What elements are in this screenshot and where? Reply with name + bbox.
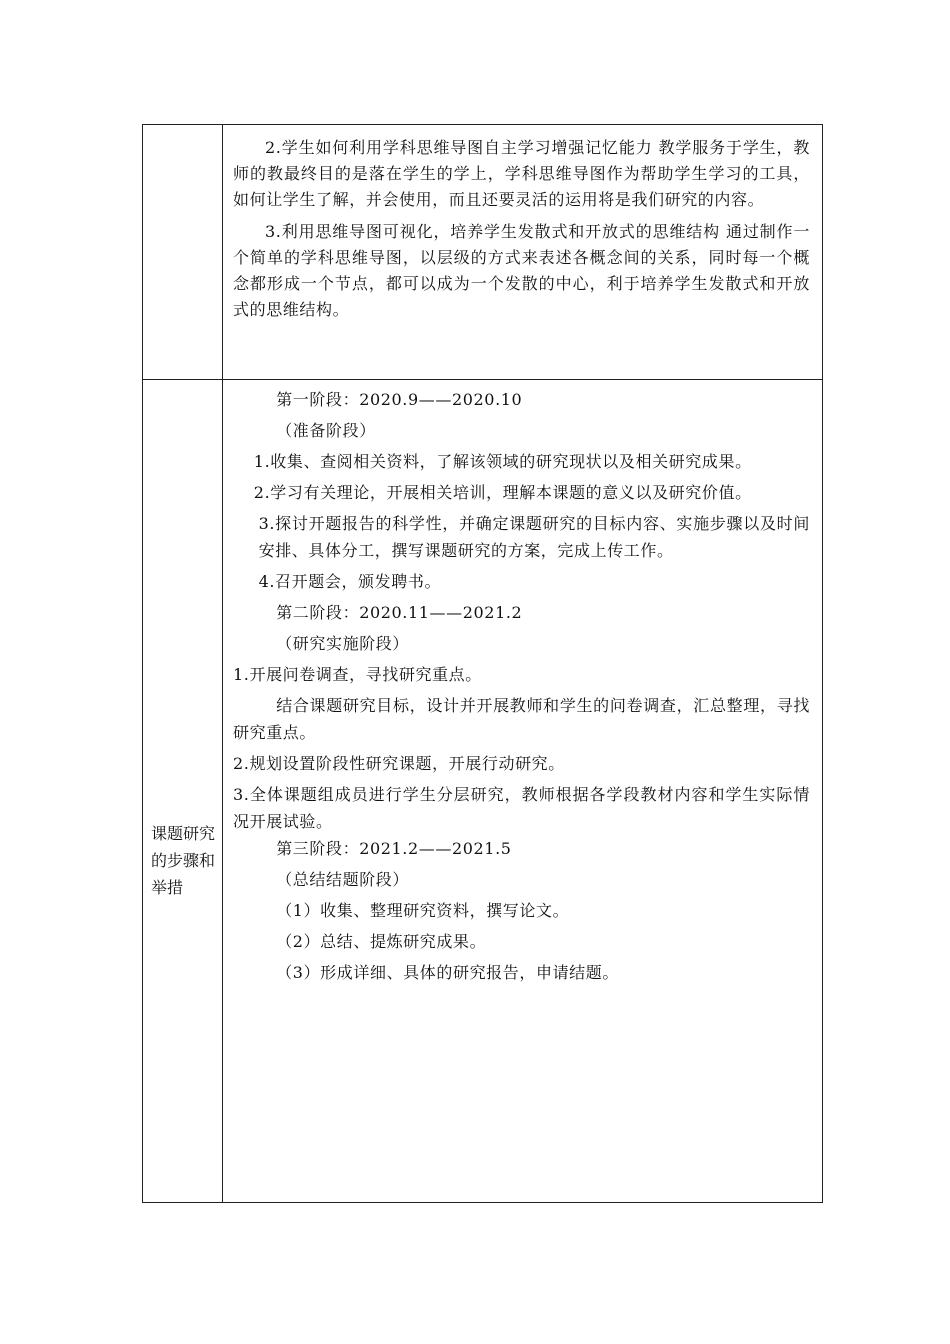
content-paragraph: 3.利用思维导图可视化，培养学生发散式和开放式的思维结构 通过制作一个简单的学科思维导图，以层级的方式来表述各概念间的关系，同时每一个概念都形成一个节点，都可以成为一个发散的中心，利于培养学生发散式和开放式的思维结构。	[233, 222, 810, 319]
stage1-item: 3.探讨开题报告的科学性，并确定课题研究的目标内容、实施步骤以及时间安排、具体分工，撰写课题研究的方案，完成上传工作。	[258, 514, 810, 560]
table-row-research-content	[143, 125, 822, 380]
row-label-cell	[143, 380, 223, 1202]
stage2-subtitle: （研究实施阶段）	[276, 634, 409, 653]
stage3-item: （2）总结、提炼研究成果。	[276, 932, 487, 951]
table-row-research-steps	[143, 380, 822, 1202]
stage1-item: 2.学习有关理论，开展相关培训，理解本课题的意义以及研究价值。	[253, 483, 752, 502]
stage2-item: 3.全体课题组成员进行学生分层研究，教师根据各学段教材内容和学生实际情况开展试验。	[233, 785, 810, 831]
stage3-subtitle: （总结结题阶段）	[276, 870, 409, 889]
stage2-item: 2.规划设置阶段性研究课题，开展行动研究。	[233, 754, 565, 773]
stage1-title: 第一阶段：2020.9——2020.10	[276, 390, 523, 409]
content-paragraph: 2.学生如何利用学科思维导图自主学习增强记忆能力 教学服务于学生，教师的教最终目的是落在学生的学上，学科思维导图作为帮助学生学习的工具，如何让学生了解，并会使用，而且还要灵活的运用将是我们研究的内容。	[233, 138, 810, 209]
stage1-subtitle: （准备阶段）	[276, 421, 376, 440]
row-label-cell	[143, 125, 223, 379]
row-label-steps: 课题研究的步骤和举措	[151, 824, 216, 897]
stage2-item-detail: 结合课题研究目标，设计并开展教师和学生的问卷调查，汇总整理，寻找研究重点。	[233, 696, 810, 742]
plan-table	[142, 124, 823, 1203]
stage2-item: 1.开展问卷调查，寻找研究重点。	[233, 665, 482, 684]
stage3-title: 第三阶段：2021.2——2021.5	[276, 839, 512, 858]
stage1-item: 1.收集、查阅相关资料，了解该领域的研究现状以及相关研究成果。	[253, 452, 752, 471]
stage3-item: （3）形成详细、具体的研究报告，申请结题。	[276, 963, 619, 982]
row-content-cell	[223, 380, 822, 1202]
stage3-item: （1）收集、整理研究资料，撰写论文。	[276, 901, 570, 920]
row-content-cell	[223, 125, 822, 379]
stage2-title: 第二阶段：2020.11——2021.2	[276, 603, 523, 622]
stage1-item: 4.召开题会，颁发聘书。	[258, 572, 442, 591]
